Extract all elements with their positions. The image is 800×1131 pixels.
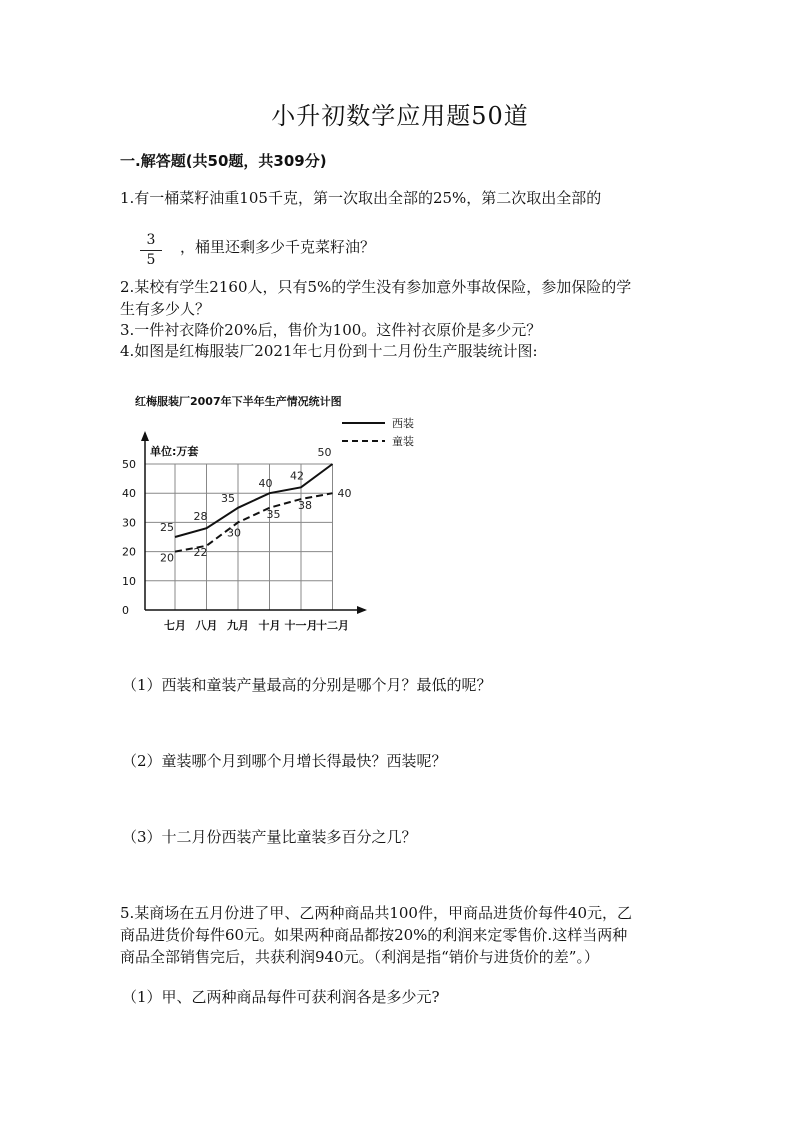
x-tick-label: 十一月 [284, 619, 318, 632]
x-tick-label: 十二月 [316, 619, 349, 632]
fraction-bar [140, 250, 162, 251]
question-5-sub-1: （1）甲、乙两种商品每件可获利润各是多少元? [122, 988, 440, 1006]
fraction-three-fifths [140, 232, 162, 269]
data-label: 20 [160, 551, 174, 565]
question-1-text: 1.有一桶菜籽油重105千克，第一次取出全部的25%，第二次取出全部的 [120, 189, 602, 207]
section-heading: 一.解答题(共50题，共309分) [120, 152, 327, 170]
y-tick-label: 30 [122, 516, 136, 530]
data-label: 22 [193, 545, 208, 559]
chart-unit-label: 单位:万套 [150, 445, 199, 458]
data-label: 28 [193, 510, 208, 524]
question-4-sub-1: （1）西装和童装产量最高的分别是哪个月？最低的呢？ [122, 676, 492, 694]
x-tick-label: 八月 [195, 619, 218, 632]
data-label: 50 [317, 446, 332, 459]
legend-label: 童装 [392, 435, 414, 448]
question-5-line-3: 商品全部销售完后，共获利润940元。（利润是指“销价与进货价的差”。） [120, 948, 599, 966]
y-tick-label: 20 [122, 545, 136, 559]
question-2-line-1: 2.某校有学生2160人，只有5%的学生没有参加意外事故保险，参加保险的学 [120, 278, 632, 296]
y-tick-label: 10 [122, 574, 136, 588]
question-3-text: 3.一件衬衣降价20%后，售价为100。这件衬衣原价是多少元？ [120, 321, 542, 339]
question-2-line-2: 生有多少人？ [120, 300, 211, 318]
data-label: 25 [160, 521, 174, 534]
y-tick-label: 0 [122, 604, 129, 617]
data-label: 42 [290, 469, 304, 483]
question-5-line-1: 5.某商场在五月份进了甲、乙两种商品共100件，甲商品进货价每件40元，乙 [120, 904, 633, 922]
chart-title: 红梅服装厂2007年下半年生产情况统计图 [135, 395, 342, 408]
legend-label: 西装 [392, 417, 414, 430]
data-label: 35 [221, 491, 235, 505]
y-tick-label: 40 [122, 487, 136, 501]
question-4-sub-2: （2）童装哪个月到哪个月增长得最快？西装呢？ [122, 752, 447, 770]
y-axis-arrow [141, 431, 149, 441]
data-label: 40 [258, 477, 273, 491]
x-tick-label: 九月 [227, 619, 249, 632]
data-label: 35 [266, 507, 281, 521]
page-title: 小升初数学应用题50道 [271, 102, 529, 130]
data-label: 30 [227, 526, 241, 540]
y-tick-label: 50 [122, 458, 136, 471]
question-5-line-2: 商品进货价每件60元。如果两种商品都按20%的利润来定零售价.这样当两种 [120, 926, 628, 944]
question-4-sub-3: （3）十二月份西装产量比童装多百分之几？ [122, 828, 417, 846]
question-4-text: 4.如图是红梅服装厂2021年七月份到十二月份生产服装统计图: [120, 342, 538, 360]
fraction-denominator: 5 [146, 252, 156, 268]
fraction-numerator: 3 [146, 232, 156, 248]
data-label: 38 [298, 499, 312, 513]
question-1-continuation: ，桶里还剩多少千克菜籽油？ [180, 238, 376, 256]
x-tick-label: 七月 [164, 619, 186, 632]
x-tick-label: 十月 [258, 619, 281, 632]
data-label: 40 [337, 487, 352, 501]
line-chart [110, 385, 414, 645]
x-axis-arrow [357, 606, 367, 614]
